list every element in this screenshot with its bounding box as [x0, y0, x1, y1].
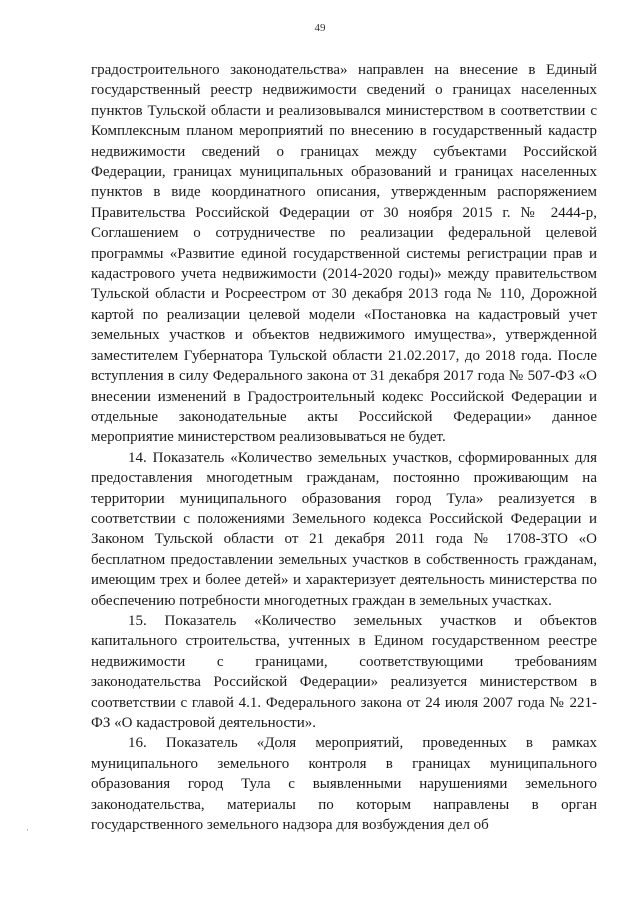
body-text [91, 60, 597, 835]
page-number: 49 [314, 22, 326, 34]
paragraph-3: 15. Показатель «Количество земельных участков и объектов капитального строительства, учтенных в Едином государственном реестре недвижимости с границами, соответствующими требованиям законодательства Российской Федерации» реализуется министерством в соответствии с главой 4.1. Федерального закона от 24 июля 2007 года № 221-ФЗ «О кадастровой деятельности». [91, 612, 597, 731]
paragraph-1: градостроительного законодательства» направлен на внесение в Единый государственный реестр недвижимости сведений о границах населенных пунктов Тульской области и реализовывался министерством в соответствии с Комплексным планом мероприятий по внесению в государственный кадастр недвижимости сведений о границах между субъектами Российской Федерации, границах муниципальных образований и границах населенных пунктов в виде координатного описания, утвержденным распоряжением Правительства Российской Федерации от 30 ноября 2015 г. № 2444-р, Соглашением о сотрудничестве по реализации федеральной целевой программы «Развитие единой государственной системы регистрации прав и кадастрового учета недвижимости (2014-2020 годы)» между правительством Тульской области и Росреестром от 30 декабря 2013 года № 110, Дорожной картой по реализации целевой модели «Постановка на кадастровый учет земельных участков и объектов недвижимого имущества», утвержденной заместителем Губернатора Тульской области 21.02.2017, до 2018 года. После вступления в силу Федерального закона от 31 декабря 2017 года № 507-ФЗ «О внесении изменений в Градостроительный кодекс Российской Федерации и отдельные законодательные акты Российской Федерации» данное мероприятие министерством реализовываться не будет. [91, 62, 597, 446]
paragraph-2: 14. Показатель «Количество земельных участков, сформированных для предоставления многодетным гражданам, постоянно проживающим на территории муниципального образования город Тула» реализуется в соответствии с положениями Земельного кодекса Российской Федерации и Законом Тульской области от 21 декабря 2011 года № 1708-ЗТО «О бесплатном предоставлении земельных участков в собственность гражданам, имеющим трех и более детей» и характеризует деятельность министерства по обеспечению потребности многодетных граждан в земельных участках. [91, 449, 597, 609]
margin-dot: · [26, 825, 29, 835]
paragraph-4: 16. Показатель «Доля мероприятий, проведенных в рамках муниципального земельного контроля в границах муниципального образования город Тула с выявленными нарушениями земельного законодательства, материалы по которым направлены в орган государственного земельного надзора для возбуждения дел об [91, 735, 597, 834]
